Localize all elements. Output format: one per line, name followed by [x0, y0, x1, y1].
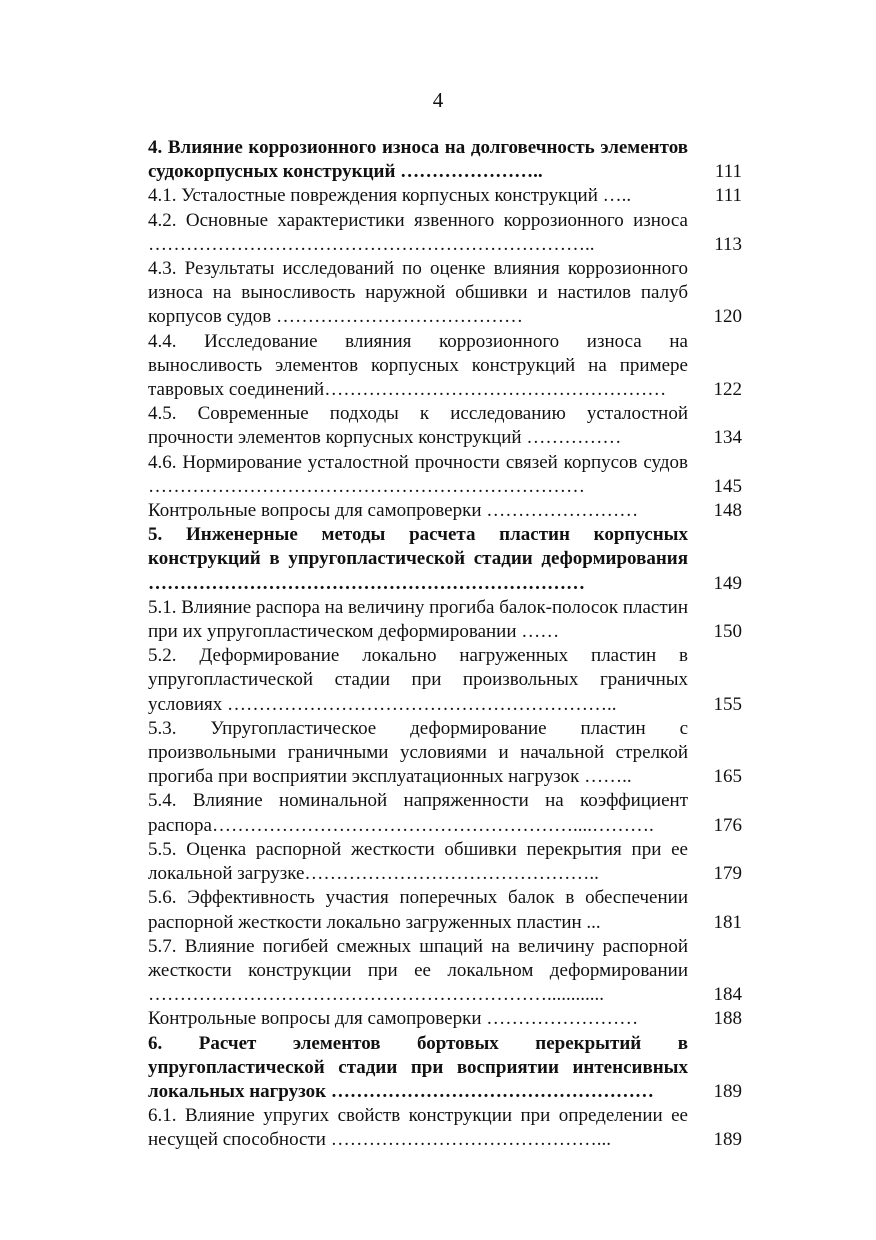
toc-entry-page: 188 [713, 1008, 742, 1030]
table-of-contents [148, 136, 748, 1153]
toc-entry [148, 451, 748, 499]
toc-entry [148, 596, 748, 644]
toc-entry-title: 5.5. Оценка распорной жесткости обшивки перекрытия при ее локальной загрузке……………………………………….. [148, 838, 688, 885]
toc-entry-title: 4.6. Нормирование усталостной прочности связей корпусов судов …………………………………………………………… [148, 451, 688, 497]
toc-entry-page: 150 [713, 621, 742, 643]
toc-entry-page: 148 [713, 500, 742, 522]
toc-entry-page: 145 [713, 475, 742, 497]
toc-entry-title: 5.4. Влияние номинальной напряженности на коэффициент распора…………………………………………………....………. [148, 790, 688, 836]
toc-entry-title: 6.1. Влияние упругих свойств конструкции при определении ее несущей способности ……………………………………... [148, 1105, 688, 1151]
toc-entry-page: 134 [713, 427, 742, 449]
toc-entry-page: 189 [713, 1080, 742, 1102]
toc-entry-page: 120 [713, 306, 742, 328]
toc-entry-title: 4.3. Результаты исследований по оценке влияния коррозионного износа на выносливость наружной обшивки и настилов палуб корпусов судов ………………………………… [148, 258, 688, 328]
toc-entry-page: 184 [713, 984, 742, 1006]
toc-entry-title: 5.2. Деформирование локально нагруженных пластин в упругопластической стадии при произвольных граничных условиях …………………………………………………….. [148, 645, 688, 715]
toc-entry-title: 6. Расчет элементов бортовых перекрытий в упругопластической стадии при восприятии интенсивных локальных нагрузок …………………………………………… [148, 1032, 688, 1102]
toc-entry [148, 886, 748, 934]
toc-entry [148, 136, 748, 184]
toc-entry-page: 122 [713, 379, 742, 401]
toc-entry [148, 1032, 748, 1105]
toc-entry-title: 4.2. Основные характеристики язвенного коррозионного износа …………………………………………………………….. [148, 209, 688, 255]
toc-entry-title: 5.3. Упругопластическое деформирование пластин с произвольными граничными условиями и начальной стрелкой прогиба при восприятии эксплуатационных нагрузок …….. [148, 717, 688, 788]
toc-entry-title: 5.1. Влияние распора на величину прогиба балок-полосок пластин при их упругопластическом деформировании …… [148, 596, 688, 643]
toc-entry [148, 717, 748, 790]
toc-entry-page: 176 [713, 814, 742, 836]
toc-entry-page: 179 [713, 863, 742, 885]
toc-entry-page: 149 [713, 572, 742, 594]
toc-entry-page: 111 [714, 185, 742, 207]
toc-entry [148, 789, 748, 837]
toc-entry-title: 4. Влияние коррозионного износа на долговечность элементов судокорпусных конструкций ………………….. [148, 137, 688, 183]
toc-entry [148, 184, 748, 208]
toc-entry-title: 4.4. Исследование влияния коррозионного износа на выносливость элементов корпусных конструкций на примере тавровых соединений……………………………………………… [148, 330, 688, 401]
toc-entry-page: 165 [713, 766, 742, 788]
toc-entry [148, 209, 748, 257]
toc-entry-title: Контрольные вопросы для самопроверки …………………… [148, 500, 639, 522]
toc-entry-title: Контрольные вопросы для самопроверки …………………… [148, 1008, 639, 1030]
toc-entry-page: 181 [713, 911, 742, 933]
toc-entry-page: 111 [714, 161, 742, 183]
toc-entry-title: 5. Инженерные методы расчета пластин корпусных конструкций в упругопластической стадии деформирования …………………………………………………………… [148, 524, 688, 594]
toc-entry [148, 1007, 748, 1031]
page-number: 4 [432, 88, 444, 112]
toc-entry [148, 1104, 748, 1152]
toc-entry-title: 5.6. Эффективность участия поперечных балок в обеспечении распорной жесткости локально загруженных пластин ... [148, 887, 688, 933]
toc-entry-title: 5.7. Влияние погибей смежных шпаций на величину распорной жесткости конструкции при ее локальном деформировании ………………………………………………………............ [148, 935, 688, 1006]
toc-entry [148, 644, 748, 717]
toc-entry [148, 499, 748, 523]
toc-entry-page: 189 [713, 1129, 742, 1151]
toc-entry-page: 155 [713, 693, 742, 715]
toc-entry [148, 257, 748, 330]
toc-entry [148, 838, 748, 886]
toc-entry-title: 4.5. Современные подходы к исследованию усталостной прочности элементов корпусных конструкций …………… [148, 403, 688, 449]
toc-entry [148, 402, 748, 450]
toc-entry [148, 935, 748, 1008]
toc-entry [148, 330, 748, 403]
toc-entry-page: 113 [714, 233, 742, 255]
toc-entry [148, 523, 748, 596]
toc-entry-title: 4.1. Усталостные повреждения корпусных конструкций ….. [148, 185, 632, 207]
